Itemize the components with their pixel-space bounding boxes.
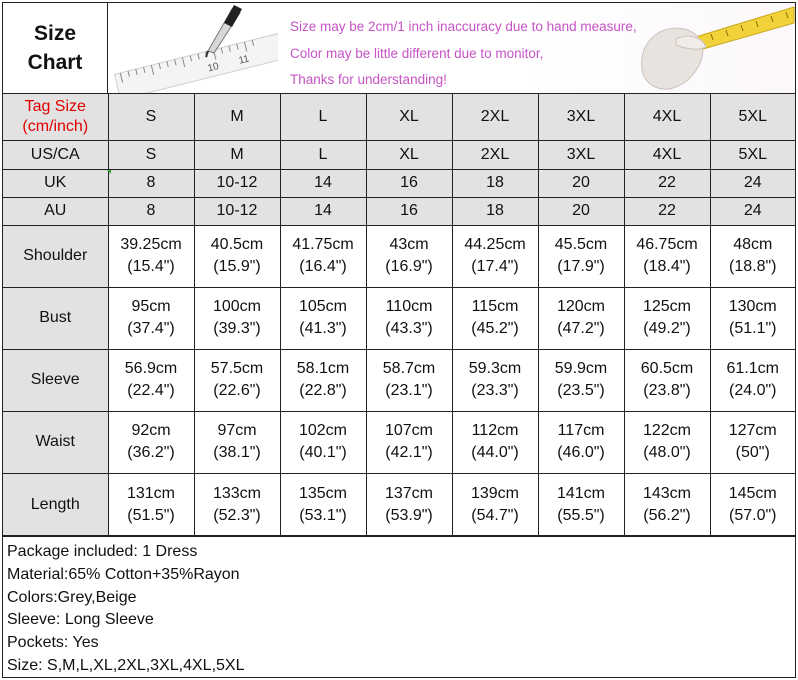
measurement-inch: (37.4") [127,320,175,337]
size-chart-title [3,3,108,94]
measurement-cm: 56.9cm [124,360,178,377]
measurement-cm: 115cm [471,298,519,315]
measurement-cell [710,349,795,411]
measurement-cell [624,473,710,536]
measurement-banner [108,3,795,94]
measurement-inch: (41.3") [299,320,347,337]
measurement-cell [280,411,366,473]
size-cell: 14 [280,169,366,197]
measurement-cell [108,411,194,473]
measurement-inch: (57.0") [729,506,777,524]
measurement-inch: (16.9") [385,258,433,275]
measurement-cell [366,473,452,536]
measurement-cm: 60.5cm [640,360,694,377]
measurement-cell [280,225,366,287]
size-table [3,94,795,537]
info-colors: Colors:Grey,Beige [7,588,137,606]
measurement-cell [624,225,710,287]
row-label-uk: UK [3,169,108,197]
measurement-cell [280,473,366,536]
measurement-inch: (45.2") [471,320,519,337]
measurement-cell [108,349,194,411]
size-cell: L [280,94,366,140]
measurement-cm: 46.75cm [636,236,698,253]
ruler-number-11: 11 [237,53,251,67]
measurement-cm: 137cm [384,484,434,502]
measurement-cell [624,349,710,411]
measurement-label: Shoulder [3,225,108,287]
ruler-number-10: 10 [206,61,221,75]
measurement-cell [624,287,710,349]
size-cell: 24 [710,197,795,225]
measurement-cm: 61.1cm [726,360,779,377]
tag-size-label-line2: (cm/inch) [22,117,89,135]
measurement-cell [710,287,795,349]
measurement-cell [538,287,624,349]
measuring-tape-hand-illustration [636,3,795,94]
measurement-inch: (23.1") [385,382,433,399]
measurement-inch: (51.5") [127,506,175,524]
size-cell: 8 [108,197,194,225]
measurement-inch: (22.8") [299,382,347,399]
measurement-cm: 125cm [642,298,692,315]
measurement-cell [538,411,624,473]
measurement-inch: (23.8") [643,382,691,399]
size-cell: 3XL [538,140,624,169]
measurement-cm: 127cm [728,422,777,439]
measurement-inch: (50") [735,444,770,461]
measurement-cm: 131cm [126,484,176,502]
measurement-label: Bust [3,287,108,349]
note-color-difference: Color may be little different due to monitor, [290,46,544,61]
measurement-cm: 97cm [217,422,257,439]
cell-marker [107,170,111,174]
size-cell: XL [366,140,452,169]
measurement-cm: 143cm [642,484,692,502]
measurement-cm: 58.7cm [382,360,436,377]
measurement-row [3,349,795,411]
measurement-cm: 120cm [556,298,606,315]
measurement-cell [710,411,795,473]
size-cell: 20 [538,197,624,225]
title-line-2: Chart [27,51,83,74]
us-ca-row [3,140,795,169]
measurement-rows [3,225,795,536]
size-cell: 24 [710,169,795,197]
measurement-cell [194,349,280,411]
measurement-cm: 40.5cm [210,236,264,253]
size-cell: 14 [280,197,366,225]
measurement-inch: (42.1") [385,444,433,461]
measurement-inch: (36.2") [127,444,175,461]
measurement-cell [194,473,280,536]
measurement-inch: (53.9") [385,506,433,524]
measurement-cell [366,411,452,473]
info-sizes: Size: S,M,L,XL,2XL,3XL,4XL,5XL [7,656,245,674]
info-package: Package included: 1 Dress [7,543,198,560]
measurement-cm: 59.3cm [468,360,522,377]
measurement-inch: (46.0") [557,444,605,461]
measurement-inch: (54.7") [471,506,519,524]
size-cell: 22 [624,169,710,197]
measurement-cm: 48cm [733,236,773,253]
size-cell: 16 [366,197,452,225]
measurement-cm: 110cm [385,298,433,315]
tag-size-row [3,94,795,140]
measurement-cm: 139cm [470,484,520,502]
measurement-inch: (18.8") [729,258,777,275]
measurement-cm: 41.75cm [292,236,354,253]
measurement-inch: (18.4") [643,258,691,275]
info-pockets: Pockets: Yes [7,634,99,652]
measurement-cell [366,287,452,349]
measurement-inch: (22.4") [127,382,175,399]
measurement-cm: 133cm [212,484,262,502]
measurement-cell [710,225,795,287]
measurement-inch: (56.2") [643,506,691,524]
measurement-cell [108,225,194,287]
measurement-label: Waist [3,411,108,473]
size-cell: 8 [108,169,194,197]
measurement-cell [108,473,194,536]
measurement-inch: (49.2") [643,320,691,337]
measurement-cm: 39.25cm [120,236,182,253]
size-cell: M [194,140,280,169]
size-cell: 20 [538,169,624,197]
measurement-cell [452,225,538,287]
measurement-inch: (23.5") [557,382,605,399]
measurement-cm: 112cm [471,422,519,439]
measurement-cm: 58.1cm [296,360,350,377]
measurement-row [3,411,795,473]
measurement-cell [194,287,280,349]
au-row [3,197,795,225]
measurement-cell [366,349,452,411]
measurement-cell [538,349,624,411]
size-cell: 10-12 [194,169,280,197]
size-cell: 2XL [452,94,538,140]
measurement-label: Length [3,473,108,536]
size-cell: 10-12 [194,197,280,225]
measurement-cm: 43cm [389,236,429,253]
measurement-inch: (24.0") [729,382,777,399]
size-cell: 16 [366,169,452,197]
measurement-cell [280,349,366,411]
measurement-cell [452,411,538,473]
measurement-inch: (15.9") [213,258,261,275]
measurement-cm: 135cm [298,484,348,502]
size-cell: M [194,94,280,140]
measurement-inch: (17.4") [471,258,519,275]
measurement-inch: (22.6") [213,382,261,399]
measurement-cell [452,473,538,536]
note-thanks: Thanks for understanding! [290,72,447,87]
measurement-inch: (53.1") [299,506,347,524]
measurement-cell [624,411,710,473]
measurement-inch: (47.2") [557,320,605,337]
measurement-inch: (40.1") [299,444,347,461]
measurement-inch: (43.3") [385,320,433,337]
measurement-cm: 100cm [212,298,262,315]
size-cell: XL [366,94,452,140]
uk-row [3,169,795,197]
measurement-cm: 57.5cm [210,360,264,377]
measurement-row [3,225,795,287]
measurement-cell [452,349,538,411]
measurement-cell [366,225,452,287]
info-sleeve: Sleeve: Long Sleeve [7,611,154,629]
size-cell: 18 [452,169,538,197]
measurement-cm: 102cm [298,422,348,439]
measurement-cell [710,473,795,536]
measurement-inch: (39.3") [213,320,261,337]
measurement-cm: 92cm [131,422,171,439]
measurement-cell [452,287,538,349]
size-cell: 3XL [538,94,624,140]
tag-size-label [3,94,108,140]
measurement-cm: 95cm [131,298,171,315]
measurement-cell [194,411,280,473]
measurement-inch: (55.5") [557,506,605,524]
size-cell: 2XL [452,140,538,169]
measurement-cm: 130cm [728,298,777,315]
measurement-cm: 145cm [728,484,777,502]
measurement-inch: (15.4") [127,258,175,275]
size-cell: 5XL [710,140,795,169]
measurement-cell [538,225,624,287]
measurement-cm: 141cm [556,484,606,502]
measurement-cm: 44.25cm [464,236,526,253]
title-line-1: Size [33,22,77,45]
measurement-cm: 117cm [557,422,605,439]
measurement-inch: (48.0") [643,444,691,461]
measurement-row [3,473,795,536]
note-measure-accuracy: Size may be 2cm/1 inch inaccuracy due to hand measure, [290,19,637,34]
measurement-inch: (52.3") [213,506,261,524]
tag-size-label-line1: Tag Size [24,97,86,115]
row-label-us-ca: US/CA [3,140,108,169]
size-cell: 22 [624,197,710,225]
size-cell: 18 [452,197,538,225]
size-cell: S [108,140,194,169]
measurement-cell [538,473,624,536]
measurement-cm: 122cm [642,422,692,439]
row-label-au: AU [3,197,108,225]
measurement-cell [194,225,280,287]
measurement-row [3,287,795,349]
measurement-inch: (51.1") [729,320,777,337]
size-cell: S [108,94,194,140]
measurement-cm: 45.5cm [554,236,608,253]
measurement-inch: (16.4") [299,258,347,275]
size-chart [2,2,796,678]
size-cell: 4XL [624,140,710,169]
measurement-inch: (17.9") [557,258,605,275]
measurement-cm: 107cm [384,422,434,439]
measurement-cell [108,287,194,349]
size-cell: 5XL [710,94,795,140]
measurement-inch: (44.0") [471,444,519,461]
measurement-label: Sleeve [3,349,108,411]
ruler-pen-illustration [108,3,278,94]
measurement-cm: 59.9cm [554,360,608,377]
measurement-inch: (38.1") [213,444,261,461]
measurement-inch: (23.3") [471,382,519,399]
info-material: Material:65% Cotton+35%Rayon [7,565,240,583]
size-cell: L [280,140,366,169]
product-info [3,535,795,677]
measurement-cm: 105cm [298,298,348,315]
size-cell: 4XL [624,94,710,140]
measurement-cell [280,287,366,349]
